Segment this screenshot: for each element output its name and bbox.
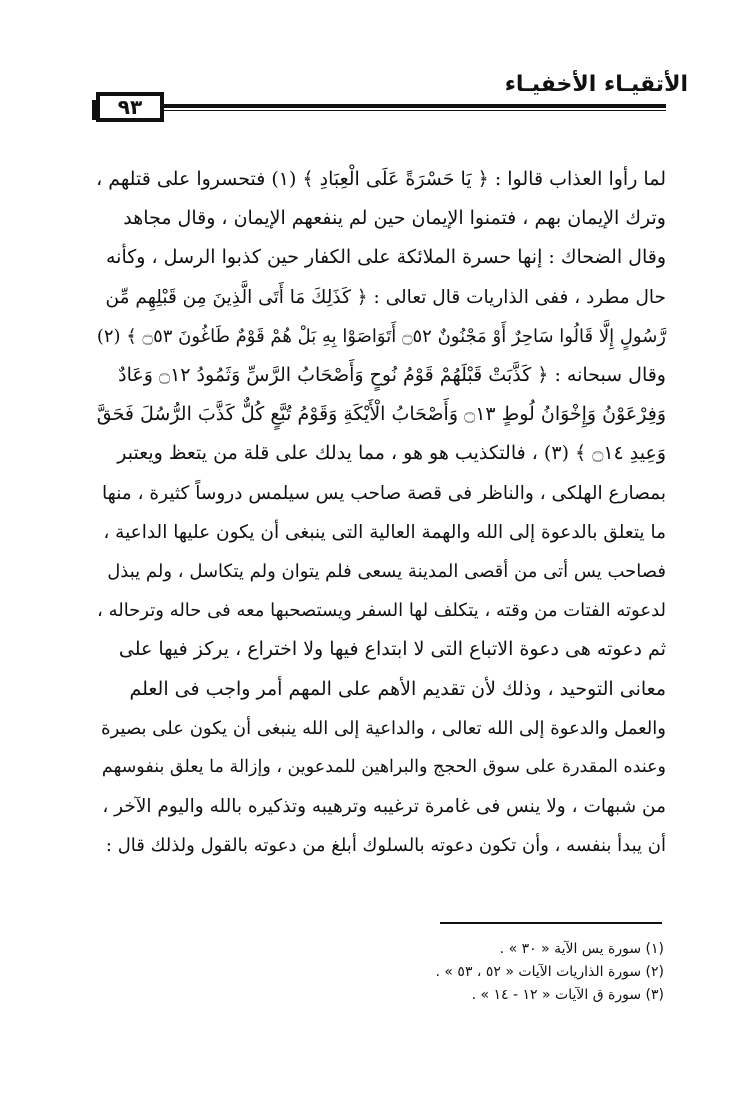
body-line: رَّسُولٍ إِلَّا قَالُوا سَاحِرٌ أَوْ مَجْنُونٌ ۝٥٢ أَتَوَاصَوْا بِهِ بَلْ هُمْ قَوْمٌ طَاغُونَ ۝٥٣ ﴾ (٢) (96, 325, 666, 347)
footnote: (١) سورة يس الآية « ٣٠ » . (499, 941, 664, 957)
body-line: ثم دعوته هى دعوة الاتباع التى لا ابتداع فيها ولا اختراع ، يركز فيها على (118, 638, 666, 661)
body-line: معانى التوحيد ، وذلك لأن تقديم الأهم على المهم أمر واجب فى العلم (129, 677, 666, 700)
body-text (96, 160, 666, 866)
running-title: الأتقيـاء الأخفيـاء (504, 72, 688, 97)
footnote: (٢) سورة الذاريات الآيات « ٥٢ ، ٥٣ » . (435, 964, 664, 980)
footnote-separator (440, 922, 662, 924)
body-line: وقال سبحانه : ﴿ كَذَّبَتْ قَبْلَهُمْ قَوْمُ نُوحٍ وَأَصْحَابُ الرَّسِّ وَثَمُودُ ۝١٢ وَعَادٌ (118, 364, 666, 387)
body-line: لدعوته الفتات من وقته ، يتكلف لها السفر ويستصحبها معه فى حاله وترحاله ، (97, 600, 666, 622)
body-line: أن يبدأ بنفسه ، وأن تكون دعوته بالسلوك أبلغ من دعوته بالقول ولذلك قال : (105, 835, 666, 857)
body-line: والعمل والدعوة إلى الله تعالى ، والداعية إلى الله ينبغى أن يكون على بصيرة (101, 717, 666, 739)
body-line: من شبهات ، ولا ينس فى غامرة ترغيبه وترهيبه وتذكيره بالله واليوم الآخر ، (102, 796, 666, 818)
body-line: لما رأوا العذاب قالوا : ﴿ يَا حَسْرَةً عَلَى الْعِبَادِ ﴾ (١) فتحسروا على قتلهم ، (96, 168, 666, 190)
page-number: ٩٣ (96, 92, 164, 122)
body-line: وترك الإيمان بهم ، فتمنوا الإيمان حين لم ينفعهم الإيمان ، وقال مجاهد (123, 207, 666, 230)
body-line: وَفِرْعَوْنُ وَإِخْوَانُ لُوطٍ ۝١٣ وَأَصْحَابُ الْأَيْكَةِ وَقَوْمُ تُبَّعٍ كُلٌّ كَذَّبَ الرُّسُلَ فَحَقَّ (96, 403, 666, 426)
body-line: ما يتعلق بالدعوة إلى الله والهمة العالية التى ينبغى أن يكون عليها الداعية ، (103, 521, 666, 543)
body-line: وقال الضحاك : إنها حسرة الملائكة على الكفار حين كذبوا الرسل ، وكأنه (105, 246, 666, 269)
body-line: وعنده المقدرة على سوق الحجج والبراهين للمدعوين ، وإزالة ما يعلق بنفوسهم (101, 757, 666, 778)
footnotes (344, 938, 664, 1007)
body-line: وَعِيدِ ۝١٤ ﴾ (٣) ، فالتكذيب هو هو ، مما يدلك على قلة من يتعظ ويعتبر (117, 442, 666, 465)
header-rule-thin (96, 110, 666, 111)
body-line: فصاحب يس أتى من أقصى المدينة يسعى فلم يتوان ولم يتكاسل ، ولم يبذل (107, 561, 666, 583)
body-line: حال مطرد ، ففى الذاريات قال تعالى : ﴿ كَذَلِكَ مَا أَتَى الَّذِينَ مِن قَبْلِهِم مِّن (105, 286, 666, 308)
body-line: بمصارع الهلكى ، والناظر فى قصة صاحب يس سيلمس دروساً كثيرة ، منها (102, 482, 666, 504)
header-rule (96, 104, 666, 108)
footnote: (٣) سورة ق الآيات « ١٢ - ١٤ » . (471, 987, 664, 1003)
